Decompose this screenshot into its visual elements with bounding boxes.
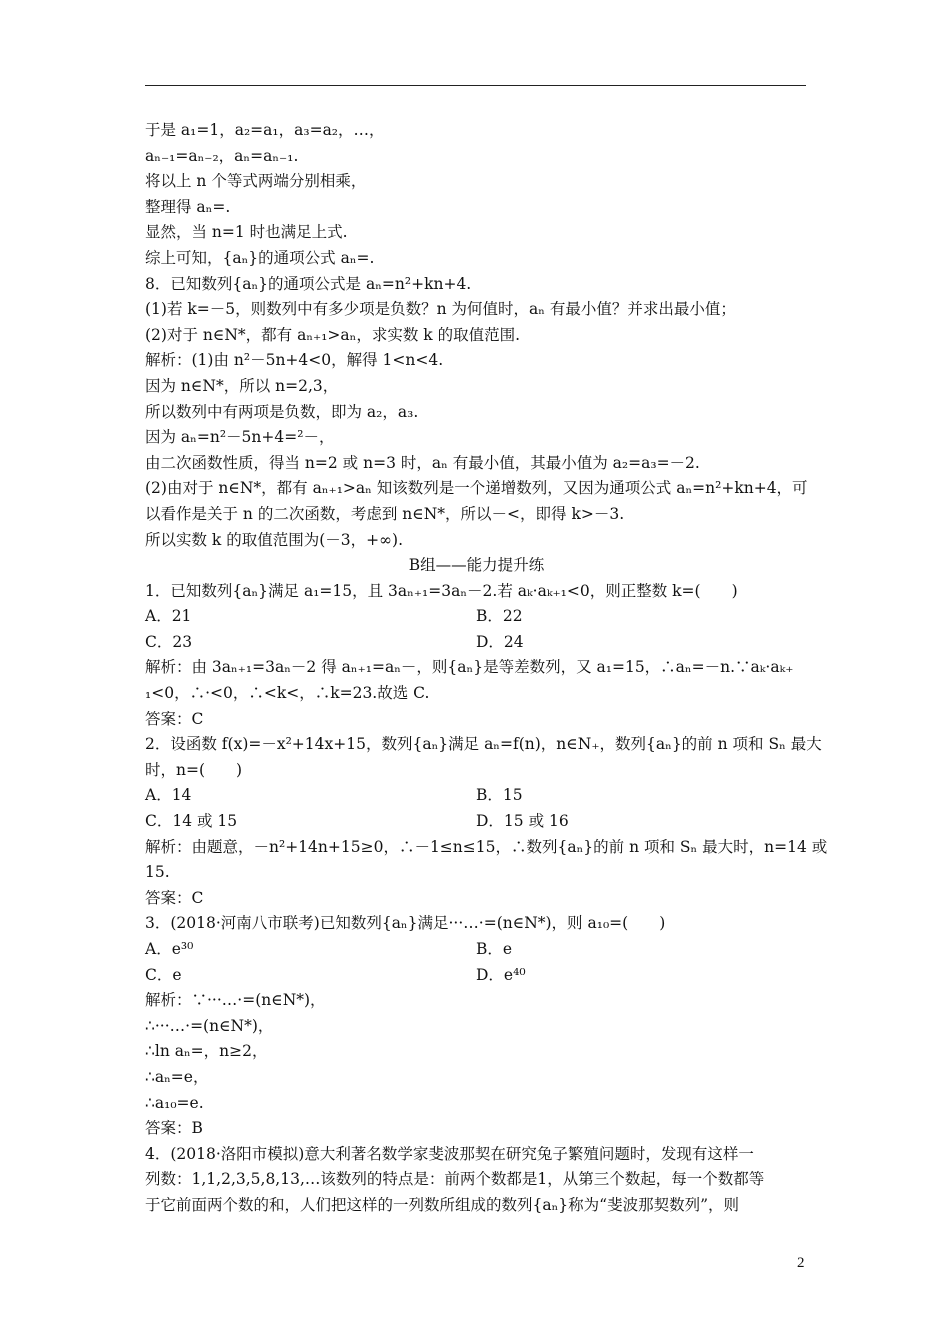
- question-3-solution: ∴···…·=(n∈N*)，: [145, 1016, 274, 1035]
- question-4-stem: 列数：1,1,2,3,5,8,13,…该数列的特点是：前两个数都是1，从第三个数起，每一个数都等: [145, 1170, 765, 1189]
- option-d: D．24: [476, 632, 524, 651]
- solution-line: (2)由对于 n∈N*，都有 aₙ₊₁>aₙ 知该数列是一个递增数列，又因为通项公式 aₙ=n²+kn+4，可: [145, 479, 808, 498]
- question-3-options-row-2: [145, 963, 808, 989]
- question-2-stem: 2．设函数 f(x)=－x²+14x+15，数列{aₙ}满足 aₙ=f(n)，n∈N₊，数列{aₙ}的前 n 项和 Sₙ 最大: [145, 735, 822, 754]
- text-line: 整理得 aₙ=.: [145, 197, 231, 216]
- question-3-answer: 答案：B: [145, 1119, 203, 1138]
- solution-line: 所以实数 k 的取值范围为(－3，+∞).: [145, 530, 404, 549]
- question-3-solution: ∴aₙ=e，: [145, 1067, 209, 1086]
- question-2-answer: 答案：C: [145, 888, 204, 907]
- question-2-solution: 15.: [145, 863, 170, 882]
- question-2-solution: 解析：由题意，－n²+14n+15≥0，∴－1≤n≤15，∴数列{aₙ}的前 n 项和 Sₙ 最大时，n=14 或: [145, 837, 828, 856]
- question-4-stem: 4．(2018·洛阳市模拟)意大利著名数学家斐波那契在研究兔子繁殖问题时，发现有这样一: [145, 1144, 754, 1163]
- problem-8-part-1: (1)若 k=－5，则数列中有多少项是负数？n 为何值时，aₙ 有最小值？并求出最小值；: [145, 300, 736, 319]
- option-c: C．23: [145, 632, 193, 651]
- text-line: 于是 a₁=1，a₂=a₁，a₃=a₂，…，: [145, 121, 385, 139]
- question-3-solution: 解析：∵···…·=(n∈N*)，: [145, 991, 326, 1010]
- question-1-solution: ₁<0，∴·<0，∴<k<，∴k=23.故选 C.: [145, 684, 430, 703]
- question-1-stem: 1．已知数列{aₙ}满足 a₁=15，且 3aₙ₊₁=3aₙ－2.若 aₖ·aₖ₊₁<0，则正整数 k=( ): [145, 581, 738, 600]
- question-2-options-row-2: [145, 809, 808, 835]
- problem-8-part-2: (2)对于 n∈N*，都有 aₙ₊₁>aₙ，求实数 k 的取值范围.: [145, 325, 521, 344]
- option-b: B．e: [476, 940, 513, 958]
- option-c: C．14 或 15: [145, 812, 238, 831]
- question-3-solution: ∴ln aₙ=，n≥2，: [145, 1042, 268, 1061]
- page-number: 2: [797, 1255, 805, 1271]
- option-b: B．22: [476, 607, 523, 626]
- solution-line: 因为 aₙ=n²－5n+4=²－，: [145, 428, 335, 447]
- question-2-stem: 时，n=( ): [145, 760, 243, 779]
- option-b: B．15: [476, 786, 523, 805]
- question-3-stem: 3．(2018·河南八市联考)已知数列{aₙ}满足···…·=(n∈N*)，则 a₁₀=( ): [145, 914, 666, 933]
- header-rule: [145, 85, 806, 86]
- question-1-answer: 答案：C: [145, 709, 204, 728]
- option-a: A．e³⁰: [145, 940, 194, 958]
- question-2-options-row-1: [145, 783, 808, 809]
- problem-8-stem: 8．已知数列{aₙ}的通项公式是 aₙ=n²+kn+4.: [145, 274, 472, 293]
- question-3-options-row-1: [145, 937, 808, 963]
- text-line: 综上可知，{aₙ}的通项公式 aₙ=.: [145, 248, 375, 267]
- option-a: A．14: [145, 786, 192, 805]
- question-1-options-row-2: [145, 630, 808, 656]
- option-d: D．e⁴⁰: [476, 965, 526, 984]
- solution-line: 以看作是关于 n 的二次函数，考虑到 n∈N*，所以－<，即得 k>－3.: [145, 504, 625, 523]
- text-line: 将以上 n 个等式两端分别相乘，: [145, 172, 367, 191]
- question-3-solution: ∴a₁₀=e.: [145, 1093, 204, 1112]
- option-a: A．21: [145, 607, 192, 626]
- solution-line: 因为 n∈N*，所以 n=2,3，: [145, 376, 339, 395]
- option-d: D．15 或 16: [476, 812, 569, 831]
- solution-line: 所以数列中有两项是负数，即为 a₂，a₃.: [145, 402, 419, 421]
- text-line: aₙ₋₁=aₙ₋₂，aₙ=aₙ₋₁.: [145, 146, 299, 165]
- solution-line: 解析：(1)由 n²－5n+4<0，解得 1<n<4.: [145, 351, 444, 370]
- question-1-solution: 解析：由 3aₙ₊₁=3aₙ－2 得 aₙ₊₁=aₙ－，则{aₙ}是等差数列，又 a₁=15，∴aₙ=－n.∵aₖ·aₖ₊: [145, 658, 794, 677]
- solution-line: 由二次函数性质，得当 n=2 或 n=3 时，aₙ 有最小值，其最小值为 a₂=a₃=－2.: [145, 453, 700, 472]
- option-c: C．e: [145, 965, 182, 984]
- question-4-stem: 于它前面两个数的和，人们把这样的一列数所组成的数列{aₙ}称为“斐波那契数列”，则: [145, 1195, 740, 1214]
- text-line: 显然，当 n=1 时也满足上式.: [145, 223, 348, 242]
- page-content: [145, 118, 828, 1219]
- section-title: B组——能力提升练: [408, 556, 545, 575]
- question-1-options-row-1: [145, 604, 808, 630]
